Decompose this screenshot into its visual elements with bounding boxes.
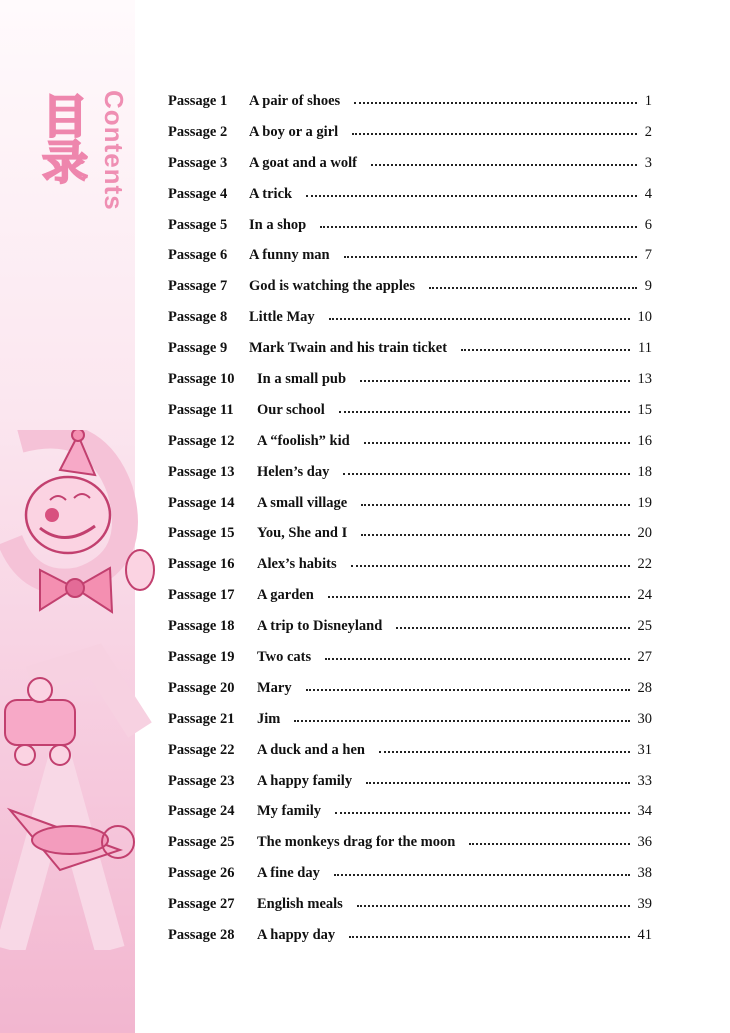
passage-number: Passage 27: [168, 896, 235, 913]
passage-number: Passage 24: [168, 803, 235, 820]
passage-title: English meals: [257, 896, 343, 913]
passage-title: Alex’s habits: [257, 556, 337, 573]
toc-entry[interactable]: [168, 488, 658, 519]
passage-title: A happy day: [257, 926, 336, 943]
dot-leader: [366, 780, 630, 784]
passage-number: Passage 28: [168, 926, 235, 943]
passage-title: In a small pub: [257, 370, 347, 387]
contents-title-wrapper: [98, 90, 128, 250]
dot-leader: [306, 193, 637, 197]
passage-number: Passage 9: [168, 340, 228, 357]
page-number: 10: [637, 309, 652, 326]
dot-leader: [379, 749, 630, 753]
dot-leader: [334, 872, 630, 876]
toc-entry[interactable]: [168, 611, 658, 642]
passage-title: Helen’s day: [257, 463, 330, 480]
passage-number: Passage 19: [168, 648, 235, 665]
page-number: 39: [637, 896, 652, 913]
dot-leader: [361, 532, 630, 536]
passage-number: Passage 12: [168, 432, 235, 449]
toc-entry[interactable]: [168, 735, 658, 766]
dot-leader: [352, 131, 637, 135]
passage-number: Passage 22: [168, 741, 235, 758]
page-number: 28: [637, 679, 652, 696]
page-number: 9: [644, 278, 652, 295]
page-number: 20: [637, 525, 652, 542]
page-number: 34: [637, 803, 652, 820]
passage-title: Two cats: [257, 648, 312, 665]
toc-entry[interactable]: [168, 766, 658, 797]
page-number: 27: [637, 648, 652, 665]
page-number: 2: [644, 123, 652, 140]
dot-leader: [461, 347, 630, 351]
toc-entry[interactable]: [168, 796, 658, 827]
toc-entry[interactable]: [168, 457, 658, 488]
passage-title: Mary: [257, 679, 292, 696]
contents-title: Contents: [99, 90, 129, 211]
page-number: 19: [637, 494, 652, 511]
dot-leader: [335, 810, 630, 814]
page-number: 7: [644, 247, 652, 264]
page-number: 41: [637, 926, 652, 943]
page-number: 25: [637, 618, 652, 635]
sidebar-panel: [0, 0, 135, 1033]
passage-title: You, She and I: [257, 525, 348, 542]
page-number: 33: [637, 772, 652, 789]
passage-title: A goat and a wolf: [249, 154, 357, 171]
passage-number: Passage 13: [168, 463, 235, 480]
toc-entry[interactable]: [168, 920, 658, 951]
passage-title: My family: [257, 803, 322, 820]
dot-leader: [364, 440, 630, 444]
passage-title: Mark Twain and his train ticket: [249, 340, 448, 357]
passage-title: A happy family: [257, 772, 353, 789]
passage-number: Passage 23: [168, 772, 235, 789]
page-number: 30: [637, 710, 652, 727]
passage-number: Passage 6: [168, 247, 228, 264]
passage-title: A duck and a hen: [257, 741, 365, 758]
toc-entry[interactable]: [168, 673, 658, 704]
passage-title: A fine day: [257, 865, 320, 882]
dot-leader: [329, 316, 630, 320]
chinese-title: 目录: [35, 92, 89, 184]
passage-number: Passage 25: [168, 834, 235, 851]
dot-leader: [306, 687, 630, 691]
passage-number: Passage 1: [168, 92, 228, 109]
passage-number: Passage 20: [168, 679, 235, 696]
dot-leader: [349, 934, 630, 938]
page-number: 22: [637, 556, 652, 573]
passage-number: Passage 15: [168, 525, 235, 542]
passage-number: Passage 26: [168, 865, 235, 882]
toc-entry[interactable]: [168, 518, 658, 549]
table-of-contents: [168, 86, 658, 951]
clown-illustration: [0, 430, 160, 950]
toc-entry[interactable]: [168, 395, 658, 426]
dot-leader: [469, 841, 630, 845]
toc-entry[interactable]: [168, 580, 658, 611]
toc-entry[interactable]: [168, 271, 658, 302]
page-number: 18: [637, 463, 652, 480]
passage-number: Passage 7: [168, 278, 228, 295]
dot-leader: [294, 718, 630, 722]
toc-entry[interactable]: [168, 179, 658, 210]
page-number: 4: [644, 185, 652, 202]
passage-title: A garden: [257, 587, 314, 604]
toc-entry[interactable]: [168, 148, 658, 179]
toc-entry[interactable]: [168, 426, 658, 457]
passage-number: Passage 8: [168, 309, 228, 326]
dot-leader: [351, 563, 630, 567]
toc-entry[interactable]: [168, 240, 658, 271]
dot-leader: [371, 162, 637, 166]
page-number: 1: [644, 92, 652, 109]
passage-title: Little May: [249, 309, 315, 326]
dot-leader: [344, 254, 637, 258]
page-number: 38: [637, 865, 652, 882]
page-number: 16: [637, 432, 652, 449]
dot-leader: [328, 594, 630, 598]
passage-number: Passage 17: [168, 587, 235, 604]
passage-title: A pair of shoes: [249, 92, 341, 109]
passage-number: Passage 16: [168, 556, 235, 573]
toc-entry[interactable]: [168, 86, 658, 117]
passage-title: Jim: [257, 710, 281, 727]
toc-entry[interactable]: [168, 642, 658, 673]
page-number: 36: [637, 834, 652, 851]
page-number: 6: [644, 216, 652, 233]
passage-title: Our school: [257, 401, 325, 418]
dot-leader: [354, 100, 637, 104]
page-number: 3: [644, 154, 652, 171]
passage-title: A boy or a girl: [249, 123, 339, 140]
page-number: 24: [637, 587, 652, 604]
passage-number: Passage 21: [168, 710, 235, 727]
passage-number: Passage 2: [168, 123, 228, 140]
passage-title: In a shop: [249, 216, 307, 233]
passage-title: A trick: [249, 185, 293, 202]
toc-entry[interactable]: [168, 827, 658, 858]
dot-leader: [396, 625, 630, 629]
passage-title: The monkeys drag for the moon: [257, 834, 456, 851]
passage-title: God is watching the apples: [249, 278, 415, 295]
dot-leader: [339, 409, 630, 413]
passage-number: Passage 11: [168, 401, 234, 418]
toc-entry[interactable]: [168, 210, 658, 241]
toc-entry[interactable]: [168, 549, 658, 580]
passage-title: A “foolish” kid: [257, 432, 350, 449]
page-number: 31: [637, 741, 652, 758]
toc-entry[interactable]: [168, 333, 658, 364]
passage-number: Passage 5: [168, 216, 228, 233]
passage-number: Passage 14: [168, 494, 235, 511]
toc-entry[interactable]: [168, 302, 658, 333]
toc-entry[interactable]: [168, 117, 658, 148]
dot-leader: [343, 471, 630, 475]
toc-entry[interactable]: [168, 364, 658, 395]
passage-number: Passage 4: [168, 185, 228, 202]
dot-leader: [360, 378, 630, 382]
dot-leader: [357, 903, 630, 907]
page-number: 11: [638, 340, 652, 357]
passage-number: Passage 18: [168, 618, 235, 635]
dot-leader: [320, 224, 637, 228]
toc-entry[interactable]: [168, 858, 658, 889]
passage-number: Passage 10: [168, 370, 235, 387]
passage-title: A trip to Disneyland: [257, 618, 383, 635]
dot-leader: [429, 285, 637, 289]
toc-entry[interactable]: [168, 889, 658, 920]
passage-number: Passage 3: [168, 154, 228, 171]
dot-leader: [325, 656, 630, 660]
passage-title: A funny man: [249, 247, 330, 264]
page-number: 13: [637, 370, 652, 387]
passage-title: A small village: [257, 494, 348, 511]
page-number: 15: [637, 401, 652, 418]
dot-leader: [361, 502, 630, 506]
toc-entry[interactable]: [168, 704, 658, 735]
